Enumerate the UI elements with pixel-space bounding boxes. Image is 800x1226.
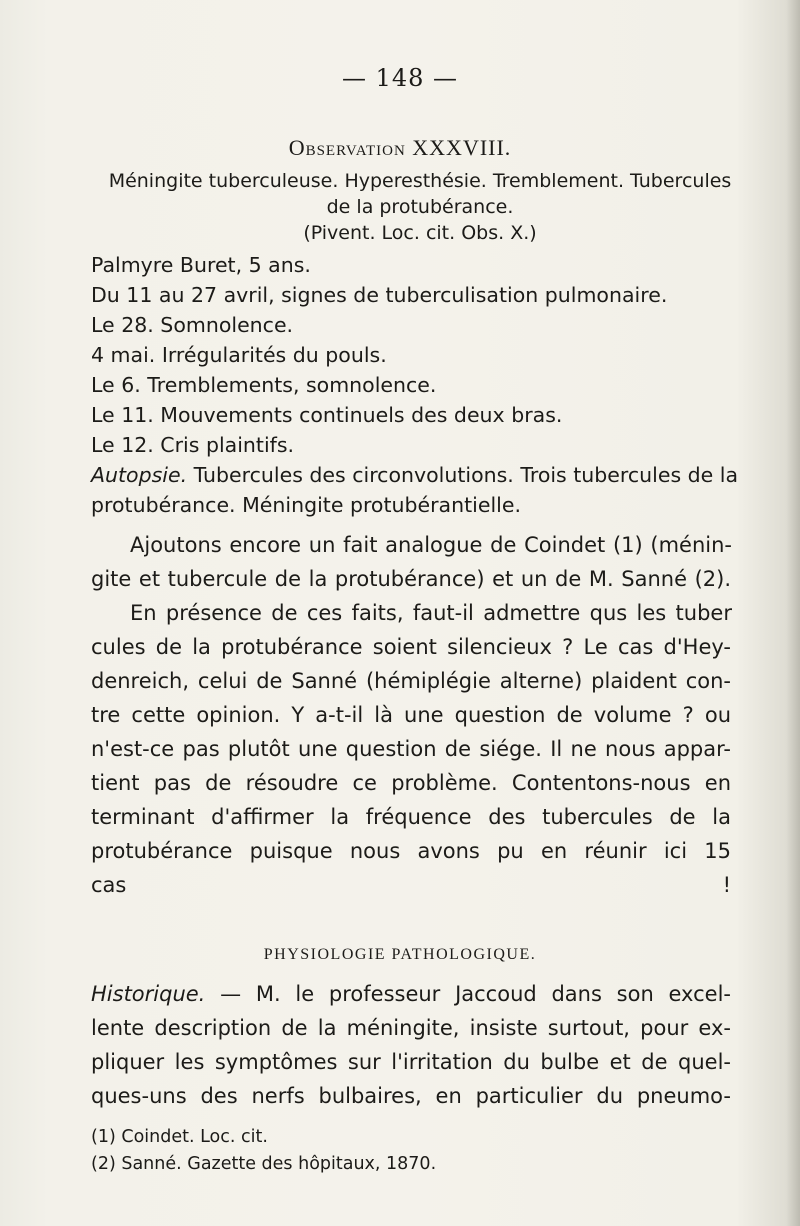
summary-line-1: Méningite tuberculeuse. Hyperesthésie. Tremblement. Tubercules bbox=[108, 170, 732, 192]
footnote-2: (2) Sanné. Gazette des hôpitaux, 1870. bbox=[91, 1154, 437, 1174]
observation-title-text: Observation XXXVIII. bbox=[288, 135, 512, 160]
case-line-9: protubérance. Méningite protubérantielle. bbox=[91, 493, 521, 517]
case-autopsie-line bbox=[91, 460, 739, 490]
paragraph-line-7: n'est-ce pas plutôt une question de siége. Il ne nous appar- bbox=[91, 737, 731, 761]
historique-line-3: pliquer les symptômes sur l'irritation du bulbe et de quel- bbox=[91, 1050, 731, 1074]
footnote-1: (1) Coindet. Loc. cit. bbox=[91, 1127, 268, 1147]
autopsie-label: Autopsie. bbox=[91, 463, 188, 487]
section-heading: PHYSIOLOGIE PATHOLOGIQUE. bbox=[263, 946, 537, 963]
case-line-2: Du 11 au 27 avril, signes de tuberculisation pulmonaire. bbox=[91, 283, 668, 307]
page-edge-shadow bbox=[786, 0, 800, 1226]
historique-line-4: ques-uns des nerfs bulbaires, en particulier du pneumo- bbox=[91, 1084, 731, 1108]
paragraph-line-8: tient pas de résoudre ce problème. Contentons-nous en bbox=[91, 771, 731, 795]
historique-line-1 bbox=[91, 977, 731, 1012]
paragraph-line-4: cules de la protubérance soient silencieux ? Le cas d'Hey- bbox=[91, 635, 731, 659]
autopsie-text: Tubercules des circonvolutions. Trois tubercules de la bbox=[187, 463, 739, 487]
summary-line-2: de la protubérance. bbox=[326, 196, 514, 218]
paragraph-line-2: gite et tubercule de la protubérance) et un de M. Sanné (2). bbox=[91, 567, 731, 591]
paragraph-line-3: En présence de ces faits, faut-il admettre qus les tuber bbox=[130, 601, 732, 625]
case-line-7: Le 12. Cris plaintifs. bbox=[91, 433, 295, 457]
paragraph-line-5: denreich, celui de Sanné (hémiplégie alterne) plaident con- bbox=[91, 669, 731, 693]
case-line-5: Le 6. Tremblements, somnolence. bbox=[91, 373, 437, 397]
paragraph-line-1: Ajoutons encore un fait analogue de Coindet (1) (ménin- bbox=[130, 533, 732, 557]
paragraph-line-6: tre cette opinion. Y a-t-il là une question de volume ? ou bbox=[91, 703, 731, 727]
case-line-6: Le 11. Mouvements continuels des deux bras. bbox=[91, 403, 563, 427]
case-line-4: 4 mai. Irrégularités du pouls. bbox=[91, 343, 387, 367]
paragraph-line-9: terminant d'affirmer la fréquence des tubercules de la bbox=[91, 805, 731, 829]
historique-line-1-text: — M. le professeur Jaccoud dans son excel- bbox=[205, 982, 731, 1006]
summary-line-3: (Pivent. Loc. cit. Obs. X.) bbox=[303, 222, 537, 244]
paragraph-line-11: cas ! bbox=[91, 873, 731, 897]
page-number: — 148 — bbox=[341, 64, 459, 92]
case-line-1: Palmyre Buret, 5 ans. bbox=[91, 253, 311, 277]
paragraph-line-10: protubérance puisque nous avons pu en réunir ici 15 bbox=[91, 839, 731, 863]
case-line-3: Le 28. Somnolence. bbox=[91, 313, 294, 337]
historique-line-2: lente description de la méningite, insiste surtout, pour ex- bbox=[91, 1016, 731, 1040]
observation-title bbox=[0, 135, 800, 161]
historique-label: Historique. bbox=[91, 982, 206, 1006]
